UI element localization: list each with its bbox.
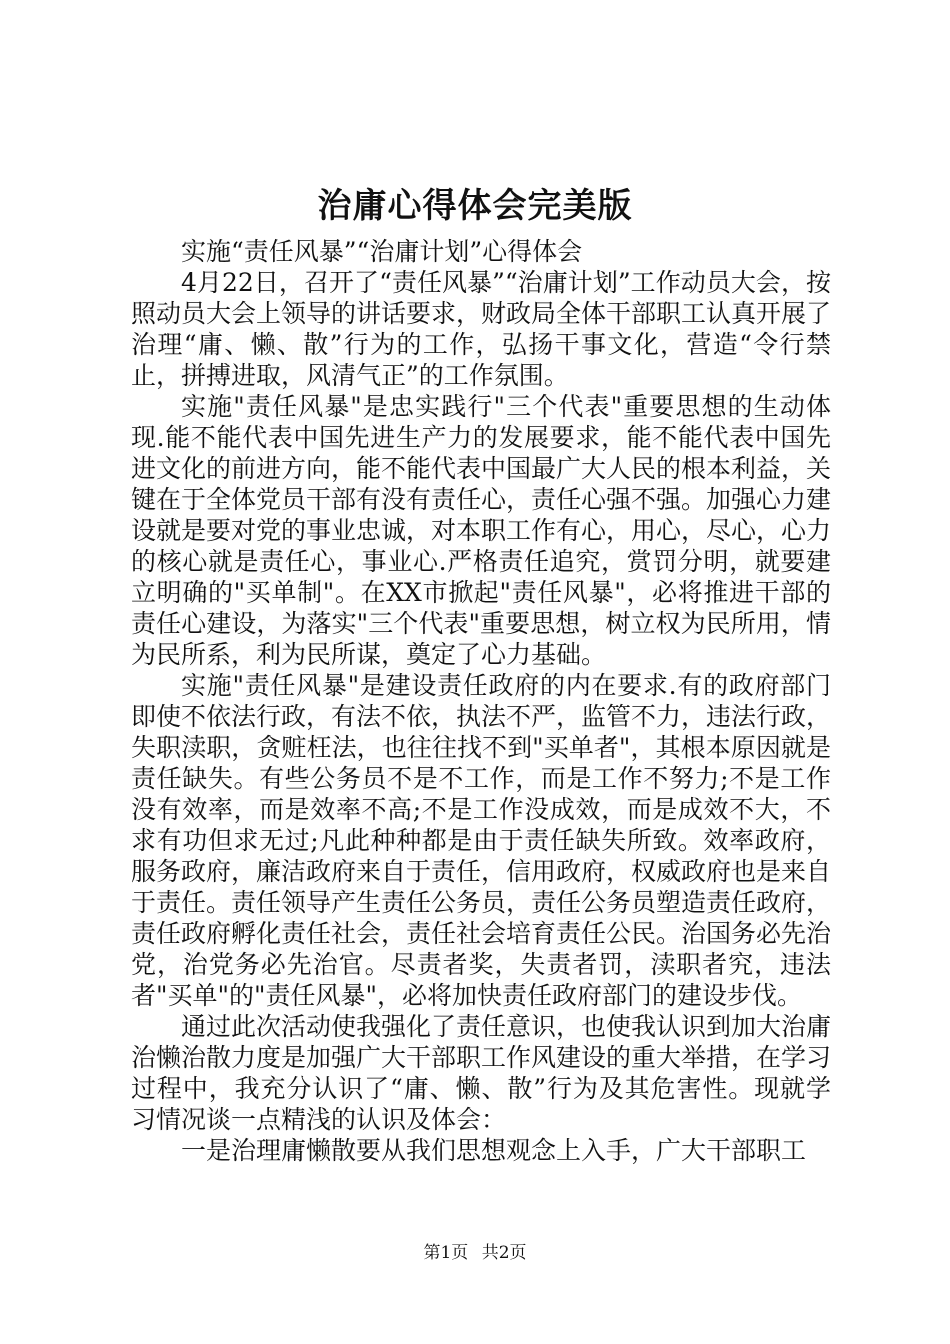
document-title: 治庸心得体会完美版: [317, 186, 633, 226]
paragraph: 通过此次活动使我强化了责任意识，也使我认识到加大治庸治懒治散力度是加强广大干部职工作风建设的重大举措，在学习过程中，我充分认识了“庸、懒、散”行为及其危害性。现就学习情况谈一点精浅的认识及体会：: [131, 1012, 832, 1134]
page-footer: [0, 1242, 950, 1264]
page-total: 共2页: [481, 1243, 527, 1263]
paragraph: 实施"责任风暴"是建设责任政府的内在要求.有的政府部门即使不依法行政，有法不依，执法不严，监管不力，违法行政，失职渎职，贪赃枉法，也往往找不到"买单者"，其根本原因就是责任缺失。有些公务员不是不工作，而是工作不努力;不是工作没有效率，而是效率不高;不是工作没成效，而是成效不大，不求有功但求无过;凡此种种都是由于责任缺失所致。效率政府，服务政府，廉洁政府来自于责任，信用政府，权威政府也是来自于责任。责任领导产生责任公务员，责任公务员塑造责任政府，责任政府孵化责任社会，责任社会培育责任公民。治国务必先治党，治党务必先治官。尽责者奖，失责者罚，渎职者究，违法者"买单"的"责任风暴"，必将加快责任政府部门的建设步伐。: [131, 671, 832, 1010]
page-number: 第1页: [423, 1243, 469, 1263]
document-body: [131, 236, 831, 1166]
paragraph: 一是治理庸懒散要从我们思想观念上入手，广大干部职工: [181, 1136, 807, 1165]
paragraph: 实施"责任风暴"是忠实践行"三个代表"重要思想的生动体现.能不能代表中国先进生产力的发展要求，能不能代表中国先进文化的前进方向，能不能代表中国最广大人民的根本利益，关键在于全体党员干部有没有责任心，责任心强不强。加强心力建设就是要对党的事业忠诚，对本职工作有心，用心，尽心，心力的核心就是责任心，事业心.严格责任追究，赏罚分明，就要建立明确的"买单制"。在XX市掀起"责任风暴"，必将推进干部的责任心建设，为落实"三个代表"重要思想，树立权为民所用，情为民所系，利为民所谋，奠定了心力基础。: [131, 392, 832, 669]
paragraph: 4月22日，召开了“责任风暴”“治庸计划”工作动员大会，按照动员大会上领导的讲话要求，财政局全体干部职工认真开展了治理“庸、懒、散”行为的工作，弘扬干事文化，营造“令行禁止，拼搏进取，风清气正”的工作氛围。: [131, 268, 832, 390]
paragraph-subtitle: 实施“责任风暴”“治庸计划”心得体会: [181, 237, 583, 266]
